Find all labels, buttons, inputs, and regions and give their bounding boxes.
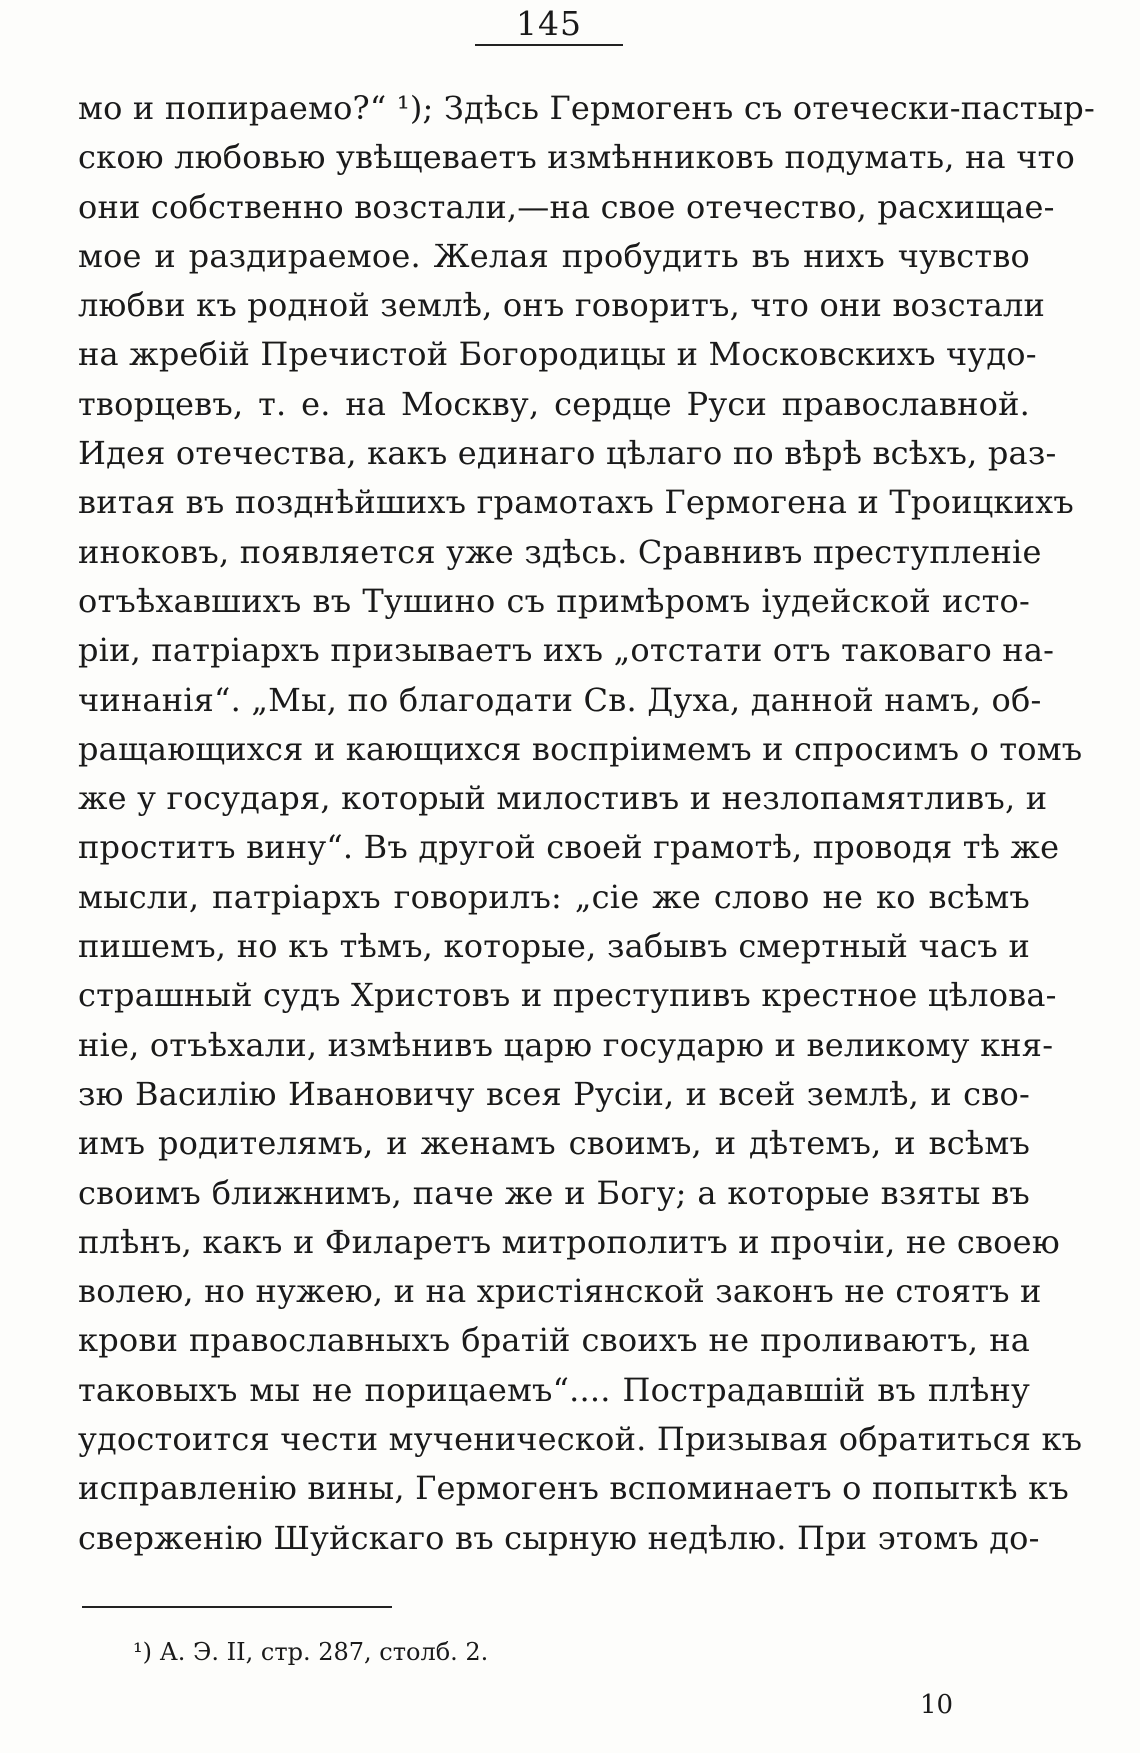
text-line: скою любовью увѣщеваетъ измѣнниковъ подумать, на что [78,138,1075,177]
text-line: любви къ родной землѣ, онъ говоритъ, что они возстали [78,286,1046,325]
text-line: же у государя, который милостивъ и незлопамятливъ, и [78,779,1048,818]
text-line: мо и попираемо?“ ¹); Здѣсь Гермогенъ съ отечески-пастыр- [78,89,1095,127]
footnote: ¹) А. Э. II, стр. 287, столб. 2. [133,1638,489,1666]
footnote-rule [82,1606,392,1608]
text-line: волею, но нужею, и на христіянской законъ не стоятъ и [78,1272,1042,1311]
text-line: творцевъ, т. е. на Москву, сердце Руси православной. [78,384,1030,423]
text-line: проститъ вину“. Въ другой своей грамотѣ, проводя тѣ же [78,828,1060,867]
text-line: пишемъ, но къ тѣмъ, которые, забывъ смертный часъ и [78,927,1030,966]
text-line: страшный судъ Христовъ и преступивъ крестное цѣлова- [78,976,1057,1015]
text-line: зю Василію Ивановичу всея Русіи, и всей землѣ, и сво- [78,1074,1030,1113]
body-text [78,84,1095,1563]
text-line: плѣнъ, какъ и Филаретъ митрополитъ и прочіи, не своею [78,1222,1060,1261]
text-line: имъ родителямъ, и женамъ своимъ, и дѣтемъ, и всѣмъ [78,1124,1030,1163]
text-line: Идея отечества, какъ единаго цѣлаго по вѣрѣ всѣхъ, раз- [78,434,1057,473]
text-line: удостоится чести мученической. Призывая обратиться къ [78,1420,1083,1459]
text-line: ріи, патріархъ призываетъ ихъ „отстати отъ таковаго на- [78,631,1055,670]
text-line: на жребій Пречистой Богородицы и Московскихъ чудо- [78,335,1037,374]
text-line: крови православныхъ братій своихъ не проливаютъ, на [78,1321,1030,1360]
text-line: иноковъ, появляется уже здѣсь. Сравнивъ преступленіе [78,532,1042,571]
header-rule [475,44,623,46]
text-line: чинанія“. „Мы, по благодати Св. Духа, данной намъ, об- [78,680,1042,719]
text-line: исправленію вины, Гермогенъ вспоминаетъ о попыткѣ къ [78,1469,1069,1508]
text-line: мое и раздираемое. Желая пробудить въ нихъ чувство [78,236,1030,275]
text-line: сверженію Шуйскаго въ сырную недѣлю. При этомъ до- [78,1518,1040,1557]
page-number: 145 [516,4,582,43]
text-line: таковыхъ мы не порицаемъ“.... Пострадавшій въ плѣну [78,1370,1030,1409]
text-line: ращающихся и кающихся воспріимемъ и спросимъ о томъ [78,729,1083,768]
text-line: мысли, патріархъ говорилъ: „сіе же слово не ко всѣмъ [78,877,1030,916]
signature-mark: 10 [920,1690,954,1720]
text-line: отъѣхавшихъ въ Тушино съ примѣромъ іудейской исто- [78,581,1030,620]
text-line: своимъ ближнимъ, паче же и Богу; а которые взяты въ [78,1173,1030,1212]
text-line: они собственно возстали,—на свое отечество, расхищае- [78,187,1055,226]
text-line: ніе, отъѣхали, измѣнивъ царю государю и великому кня- [78,1025,1054,1064]
text-line: витая въ позднѣйшихъ грамотахъ Гермогена и Троицкихъ [78,483,1074,522]
